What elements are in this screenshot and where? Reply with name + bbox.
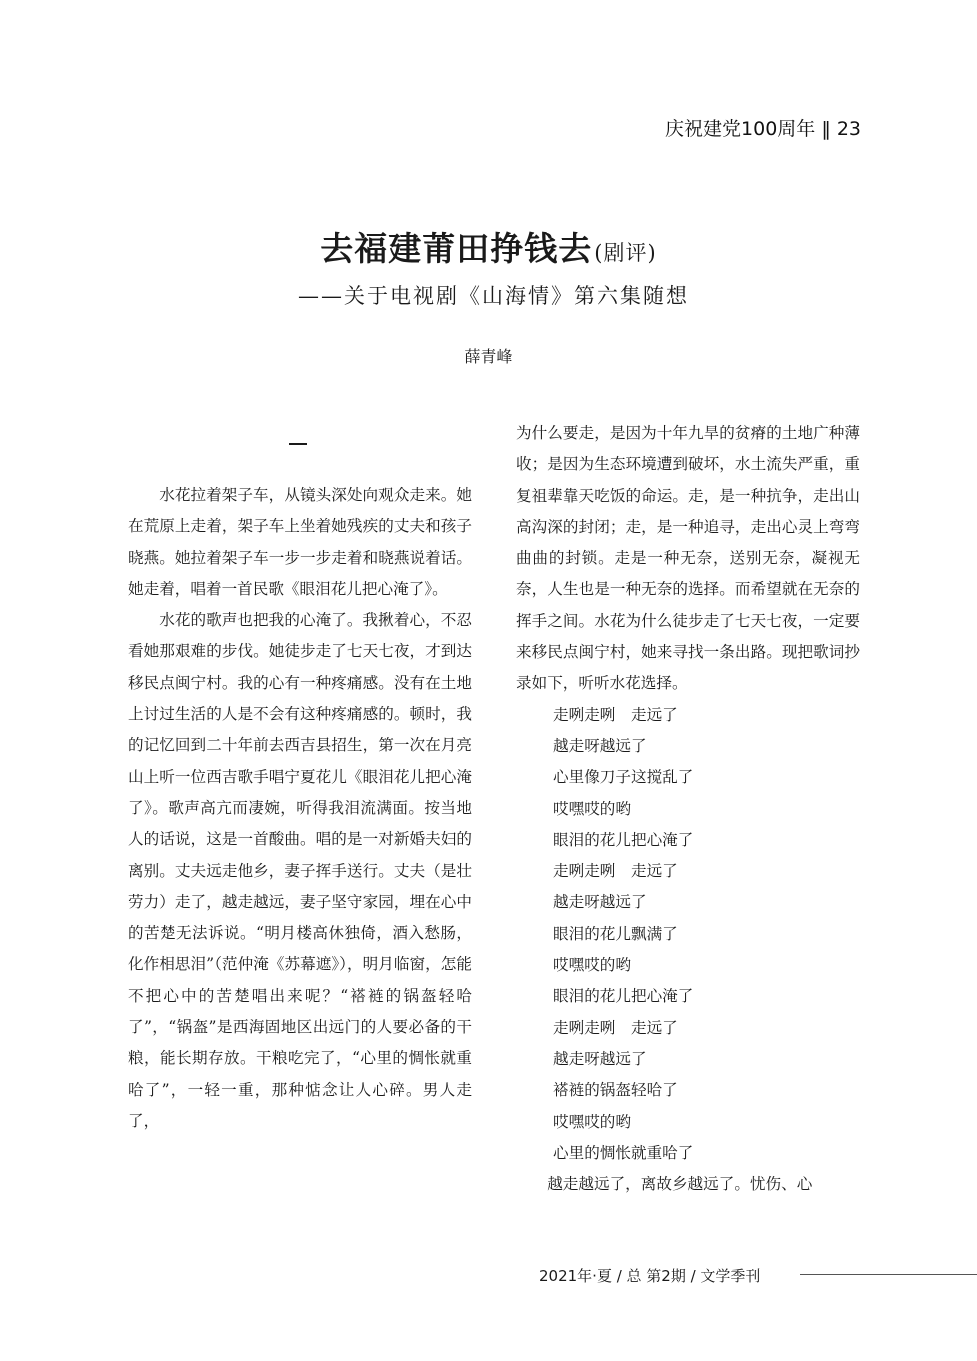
- running-header: [665, 114, 861, 141]
- lyric-line: 走咧走咧 走远了: [553, 862, 678, 881]
- paragraph: 水花的歌声也把我的心淹了。我揪着心，不忍看她那艰难的步伐。她徒步走了七天七夜，才到达移民点闽宁村。我的心有一种疼痛感。没有在土地上讨过生活的人是不会有这种疼痛感的。顿时，我的记忆回到二十年前去西吉县招生，第一次在月亮山上听一位西吉歌手唱宁夏花儿《眼泪花儿把心淹了》。歌声高亢而凄婉，听得我泪流满面。按当地人的话说，这是一首酸曲。唱的是一对新婚夫妇的离别。丈夫远走他乡，妻子挥手送行。丈夫（是壮劳力）走了，越走越远，妻子坚守家园，埋在心中的苦楚无法诉说。“明月楼高休独倚，酒入愁肠，化作相思泪”（范仲淹《苏幕遮》），明月临窗，怎能不把心中的苦楚唱出来呢？“褡裢的锅盔轻哈了”，“锅盔”是西海固地区出远门的人要必备的干粮，能长期存放。干粮吃完了，“心里的惆怅就重哈了”，一轻一重，那种惦念让人心碎。男人走了，: [128, 611, 472, 1130]
- author-name: 薛青峰: [464, 347, 513, 366]
- header-section: 庆祝建党100周年: [665, 118, 816, 140]
- footer-rule: [800, 1274, 977, 1275]
- paragraph: 水花拉着架子车，从镜头深处向观众走来。她在荒原上走着，架子车上坐着她残疾的丈夫和孩子晓燕。她拉着架子车一步一步走着和晓燕说着话。她走着，唱着一首民歌《眼泪花儿把心淹了》。: [128, 486, 472, 598]
- right-column: [516, 418, 860, 1200]
- lyric-line: 哎嘿哎的哟: [553, 956, 631, 975]
- section-marker: [289, 443, 307, 445]
- lyric-line: 走咧走咧 走远了: [553, 705, 678, 724]
- paragraph: 为什么要走，是因为十年九旱的贫瘠的土地广种薄收；是因为生态环境遭到破坏，水土流失严重，重复祖辈靠天吃饭的命运。走，是一种抗争，走出山高沟深的封闭；走，是一种追寻，走出心灵上弯弯曲曲的封锁。走是一种无奈，送别无奈，凝视无奈，人生也是一种无奈的选择。而希望就在无奈的挥手之间。水花为什么徒步走了七天七夜，一定要来移民点闽宁村，她来寻找一条出路。现把歌词抄录如下，听听水花选择。: [516, 424, 860, 693]
- header-separator: ‖: [821, 118, 831, 140]
- article-title-block: [0, 223, 977, 310]
- paragraph: 越走越远了，离故乡越远了。忧伤、心: [547, 1175, 813, 1194]
- page-number: 23: [836, 118, 861, 140]
- left-column: [128, 480, 472, 1137]
- article-subtitle: ——关于电视剧《山海情》第六集随想: [298, 284, 689, 308]
- lyric-line: 心里像刀子这搅乱了: [553, 768, 694, 787]
- lyric-line: 眼泪的花儿把心淹了: [553, 987, 694, 1006]
- title-suffix: (剧评): [594, 241, 657, 265]
- article-title: [0, 223, 977, 270]
- lyric-line: 走咧走咧 走远了: [553, 1018, 678, 1037]
- lyric-line: 越走呀越远了: [553, 736, 647, 755]
- lyric-line: 哎嘿哎的哟: [553, 799, 631, 818]
- lyric-line: 心里的惆怅就重哈了: [553, 1143, 694, 1162]
- song-lyrics: [516, 700, 860, 1169]
- footer-issue-info: 2021年·夏 / 总 第2期 / 文学季刊: [539, 1267, 761, 1285]
- lyric-line: 眼泪的花儿把心淹了: [553, 830, 694, 849]
- lyric-line: 越走呀越远了: [553, 1049, 647, 1068]
- lyric-line: 越走呀越远了: [553, 893, 647, 912]
- lyric-line: 眼泪的花儿飘满了: [553, 924, 678, 943]
- lyric-line: 哎嘿哎的哟: [553, 1112, 631, 1131]
- lyric-line: 褡裢的锅盔轻哈了: [553, 1081, 678, 1100]
- title-main: 去福建莆田挣钱去: [320, 229, 593, 268]
